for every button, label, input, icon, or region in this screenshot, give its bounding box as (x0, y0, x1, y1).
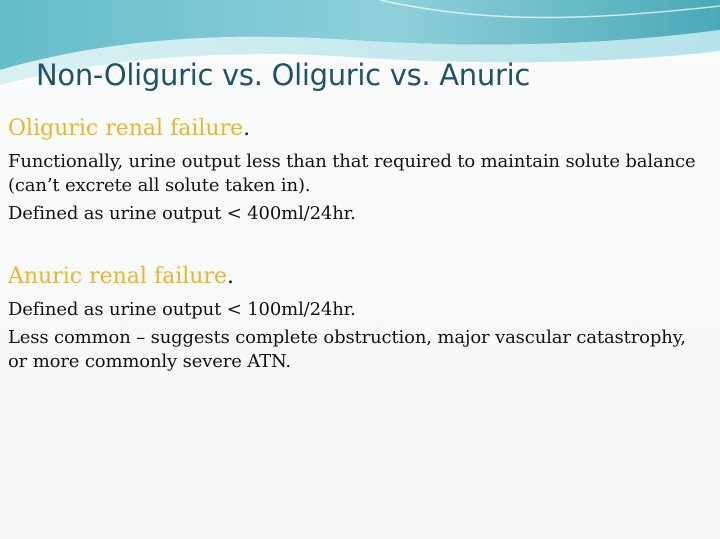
section-anuric (8, 262, 708, 374)
decorative-wave-banner (0, 0, 720, 110)
section-oliguric (8, 114, 708, 226)
bullet-text: Less common – suggests complete obstruction, major vascular catastrophy, or more commonly severe ATN. (8, 327, 686, 372)
slide-body (8, 114, 708, 374)
section-heading-period: . (243, 116, 251, 141)
bullet-text: Defined as urine output < 400ml/24hr. (8, 203, 356, 224)
bullet-text: Functionally, urine output less than that required to maintain solute balance (can’t excrete all solute taken in). (8, 151, 696, 196)
slide-title: Non-Oliguric vs. Oliguric vs. Anuric (36, 58, 530, 92)
bullet-text: Defined as urine output < 100ml/24hr. (8, 299, 356, 320)
section-heading-period: . (226, 264, 234, 289)
section-heading (8, 114, 708, 144)
section-heading-text: Oliguric renal failure (8, 116, 244, 141)
section-heading (8, 262, 708, 292)
section-heading-text: Anuric renal failure (8, 264, 227, 289)
